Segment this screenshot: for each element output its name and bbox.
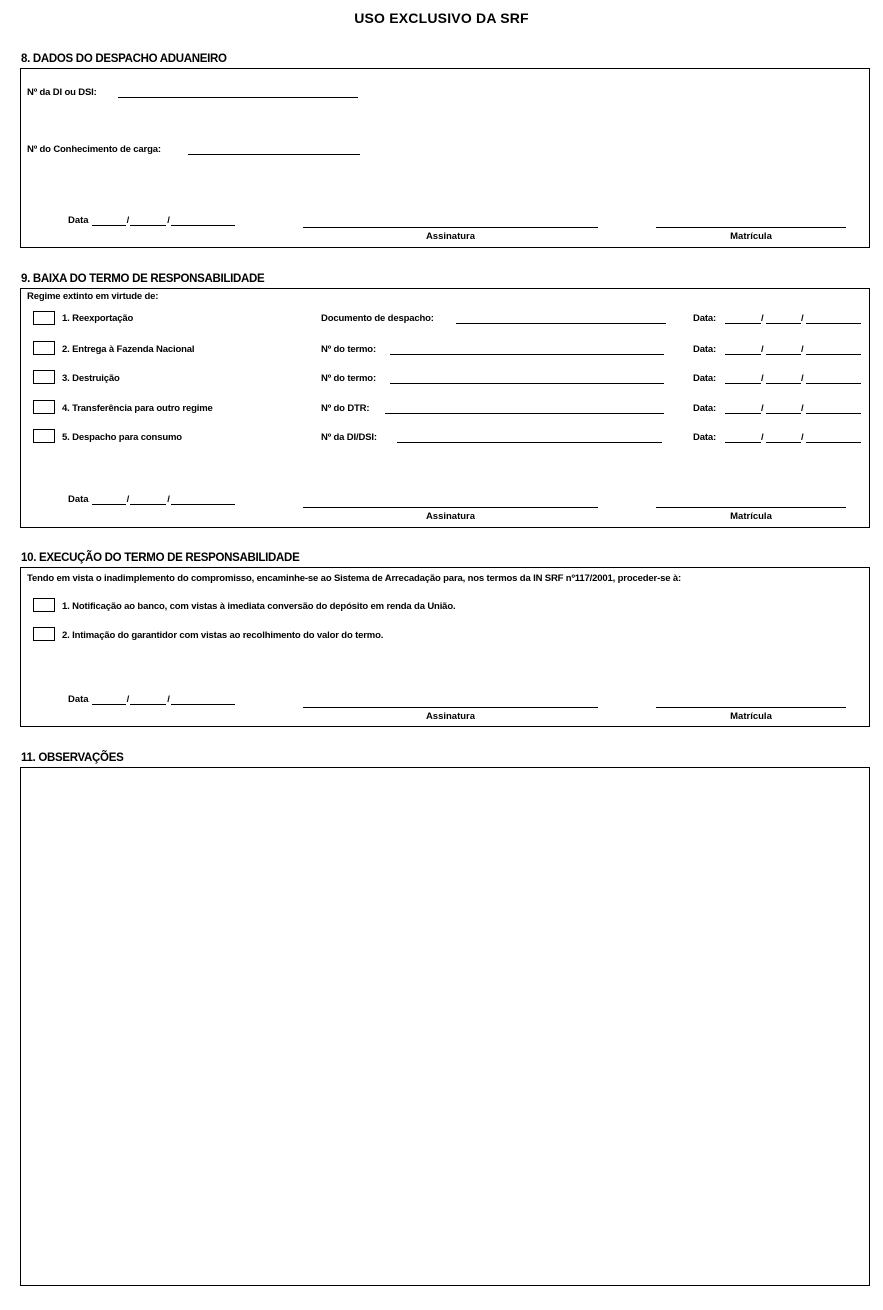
field-input-line[interactable] xyxy=(385,413,664,414)
date-day-blank[interactable] xyxy=(92,695,126,705)
assinatura-caption: Assinatura xyxy=(425,711,476,722)
date-month-blank[interactable] xyxy=(130,495,166,505)
di-input-line[interactable] xyxy=(118,97,358,98)
date-label: Data xyxy=(68,215,89,226)
date-separator: / xyxy=(801,373,804,384)
row-date-year[interactable] xyxy=(806,354,861,355)
checkbox-notificacao-banco[interactable] xyxy=(33,598,55,612)
date-day-blank[interactable] xyxy=(92,495,126,505)
section-10-heading: 10. EXECUÇÃO DO TERMO DE RESPONSABILIDADE xyxy=(21,552,300,564)
matricula-caption: Matrícula xyxy=(730,711,772,722)
section-8-heading: 8. DADOS DO DESPACHO ADUANEIRO xyxy=(21,53,227,65)
row-date-year[interactable] xyxy=(806,383,861,384)
assinatura-caption: Assinatura xyxy=(425,231,476,242)
section-11-heading: 11. OBSERVAÇÕES xyxy=(21,752,124,764)
signature-line[interactable] xyxy=(303,227,598,228)
field-label: Nº do termo: xyxy=(321,373,376,384)
section-8-date[interactable] xyxy=(68,215,236,226)
date-separator: / xyxy=(801,403,804,414)
row-date-label: Data: xyxy=(693,344,717,355)
field-label: Nº da DI/DSI: xyxy=(321,432,377,443)
field-input-line[interactable] xyxy=(390,383,664,384)
date-year-blank[interactable] xyxy=(171,216,235,226)
observacoes-textarea[interactable] xyxy=(20,767,870,1286)
matricula-line[interactable] xyxy=(656,707,846,708)
option-label: 2. Entrega à Fazenda Nacional xyxy=(62,344,195,355)
row-date-month[interactable] xyxy=(766,413,801,414)
section-9-box xyxy=(20,288,870,528)
field-input-line[interactable] xyxy=(390,354,664,355)
date-separator: / xyxy=(167,694,170,705)
date-separator: / xyxy=(801,432,804,443)
date-separator: / xyxy=(761,313,764,324)
field-input-line[interactable] xyxy=(397,442,662,443)
date-label: Data xyxy=(68,694,89,705)
row-date-day[interactable] xyxy=(725,413,761,414)
checkbox-transferencia[interactable] xyxy=(33,400,55,414)
field-label: Nº do DTR: xyxy=(321,403,370,414)
assinatura-caption: Assinatura xyxy=(425,511,476,522)
row-date-day[interactable] xyxy=(725,354,761,355)
date-year-blank[interactable] xyxy=(171,495,235,505)
section-10-intro: Tendo em vista o inadimplemento do compromisso, encaminhe-se ao Sistema de Arrecadação para, nos termos da IN SRF nº117/2001, proceder-se à: xyxy=(27,573,682,584)
conhecimento-label: Nº do Conhecimento de carga: xyxy=(27,144,161,155)
signature-line[interactable] xyxy=(303,507,598,508)
option-label: 3. Destruição xyxy=(62,373,120,384)
checkbox-destruicao[interactable] xyxy=(33,370,55,384)
di-label: Nº da DI ou DSI: xyxy=(27,87,97,98)
section-9-heading: 9. BAIXA DO TERMO DE RESPONSABILIDADE xyxy=(21,273,265,285)
date-separator: / xyxy=(126,215,130,226)
date-separator: / xyxy=(801,313,804,324)
row-date-month[interactable] xyxy=(766,354,801,355)
date-separator: / xyxy=(167,494,170,505)
section-8-box xyxy=(20,68,870,248)
date-separator: / xyxy=(761,373,764,384)
row-date-label: Data: xyxy=(693,313,717,324)
row-date-label: Data: xyxy=(693,432,717,443)
date-separator: / xyxy=(126,494,130,505)
checkbox-despacho-consumo[interactable] xyxy=(33,429,55,443)
field-label: Nº do termo: xyxy=(321,344,376,355)
row-date-day[interactable] xyxy=(725,323,761,324)
option-label: 5. Despacho para consumo xyxy=(62,432,182,443)
checkbox-entrega-fazenda[interactable] xyxy=(33,341,55,355)
conhecimento-input-line[interactable] xyxy=(188,154,360,155)
matricula-line[interactable] xyxy=(656,227,846,228)
option-label: 2. Intimação do garantidor com vistas ao recolhimento do valor do termo. xyxy=(62,630,384,641)
matricula-caption: Matrícula xyxy=(730,511,772,522)
page-title: USO EXCLUSIVO DA SRF xyxy=(354,10,529,26)
date-day-blank[interactable] xyxy=(92,216,126,226)
row-date-year[interactable] xyxy=(806,413,861,414)
date-month-blank[interactable] xyxy=(130,695,166,705)
row-date-label: Data: xyxy=(693,373,717,384)
row-date-month[interactable] xyxy=(766,442,801,443)
date-separator: / xyxy=(761,403,764,414)
row-date-year[interactable] xyxy=(806,323,861,324)
checkbox-intimacao-garantidor[interactable] xyxy=(33,627,55,641)
section-9-date[interactable] xyxy=(68,494,236,505)
matricula-caption: Matrícula xyxy=(730,231,772,242)
date-separator: / xyxy=(761,432,764,443)
signature-line[interactable] xyxy=(303,707,598,708)
section-10-box xyxy=(20,567,870,727)
option-label: 1. Reexportação xyxy=(62,313,134,324)
section-9-intro: Regime extinto em virtude de: xyxy=(27,291,159,302)
checkbox-reexportacao[interactable] xyxy=(33,311,55,325)
date-separator: / xyxy=(761,344,764,355)
row-date-label: Data: xyxy=(693,403,717,414)
row-date-month[interactable] xyxy=(766,383,801,384)
option-label: 1. Notificação ao banco, com vistas à imediata conversão do depósito em renda da União. xyxy=(62,601,456,612)
date-separator: / xyxy=(801,344,804,355)
date-year-blank[interactable] xyxy=(171,695,235,705)
field-input-line[interactable] xyxy=(456,323,666,324)
row-date-year[interactable] xyxy=(806,442,861,443)
field-label: Documento de despacho: xyxy=(321,313,434,324)
option-label: 4. Transferência para outro regime xyxy=(62,403,213,414)
date-separator: / xyxy=(126,694,130,705)
row-date-month[interactable] xyxy=(766,323,801,324)
row-date-day[interactable] xyxy=(725,442,761,443)
matricula-line[interactable] xyxy=(656,507,846,508)
date-separator: / xyxy=(167,215,170,226)
row-date-day[interactable] xyxy=(725,383,761,384)
section-10-date[interactable] xyxy=(68,694,236,705)
date-label: Data xyxy=(68,494,89,505)
date-month-blank[interactable] xyxy=(130,216,166,226)
